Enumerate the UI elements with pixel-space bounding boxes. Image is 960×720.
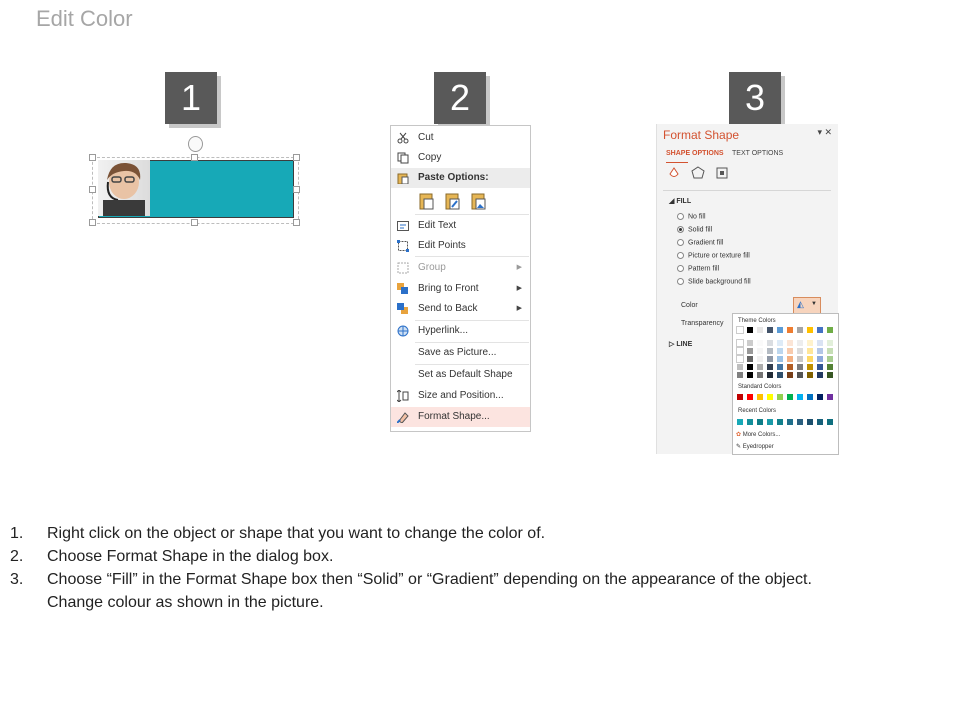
radio-icon bbox=[677, 265, 684, 272]
theme-color-swatch[interactable] bbox=[737, 340, 743, 346]
recent-color-swatch[interactable] bbox=[827, 419, 833, 425]
send-back-icon bbox=[397, 303, 409, 315]
theme-color-swatch[interactable] bbox=[777, 348, 783, 354]
tab-shape-options[interactable]: SHAPE OPTIONS bbox=[666, 150, 724, 157]
scissors-icon bbox=[397, 132, 409, 144]
menu-label: Bring to Front bbox=[418, 283, 479, 294]
standard-color-swatch[interactable] bbox=[767, 394, 773, 400]
menu-label: Send to Back bbox=[418, 303, 478, 314]
theme-color-swatch[interactable] bbox=[777, 372, 783, 378]
standard-color-swatch[interactable] bbox=[747, 394, 753, 400]
instruction-item bbox=[10, 591, 812, 614]
paste-icon bbox=[397, 172, 409, 184]
theme-color-swatch[interactable] bbox=[797, 372, 803, 378]
theme-color-swatch[interactable] bbox=[797, 327, 803, 333]
theme-color-swatch[interactable] bbox=[797, 356, 803, 362]
standard-color-swatch[interactable] bbox=[817, 394, 823, 400]
instruction-number: 1. bbox=[10, 525, 24, 542]
instruction-number: 2. bbox=[10, 548, 24, 565]
headset-person-photo bbox=[98, 160, 150, 216]
resize-handle[interactable] bbox=[293, 154, 300, 161]
tab-text-options[interactable]: TEXT OPTIONS bbox=[732, 150, 784, 157]
theme-color-swatch[interactable] bbox=[747, 364, 753, 370]
transparency-label: Transparency bbox=[681, 320, 724, 327]
step-3-badge: 3 bbox=[729, 72, 781, 124]
theme-color-swatch[interactable] bbox=[767, 327, 773, 333]
theme-color-swatch[interactable] bbox=[817, 356, 823, 362]
theme-color-swatch[interactable] bbox=[817, 348, 823, 354]
line-section-label: LINE bbox=[676, 341, 693, 348]
recent-color-swatch[interactable] bbox=[737, 419, 743, 425]
radio-icon bbox=[677, 239, 684, 246]
menu-item-cut[interactable] bbox=[391, 128, 530, 148]
theme-color-swatch[interactable] bbox=[757, 356, 763, 362]
theme-color-swatch[interactable] bbox=[817, 364, 823, 370]
option-label: Gradient fill bbox=[688, 239, 724, 247]
theme-color-swatch[interactable] bbox=[747, 372, 753, 378]
menu-item-copy[interactable] bbox=[391, 148, 530, 168]
recent-color-swatch[interactable] bbox=[767, 419, 773, 425]
eyedropper-label: Eyedropper bbox=[742, 444, 774, 450]
theme-color-swatch[interactable] bbox=[757, 364, 763, 370]
instruction-item bbox=[10, 545, 812, 568]
effects-pentagon-icon[interactable] bbox=[691, 166, 705, 185]
radio-no-fill[interactable] bbox=[677, 213, 706, 220]
option-label: No fill bbox=[688, 213, 706, 221]
paste-keep-icon[interactable] bbox=[419, 192, 435, 213]
resize-handle[interactable] bbox=[89, 186, 96, 193]
close-icon[interactable]: ▾ ✕ bbox=[817, 127, 832, 137]
radio-slide-background-fill[interactable] bbox=[677, 278, 751, 285]
active-tab-underline bbox=[666, 162, 688, 163]
color-palette-dropdown bbox=[732, 313, 839, 455]
theme-color-swatch[interactable] bbox=[807, 340, 813, 346]
recent-color-swatch[interactable] bbox=[777, 419, 783, 425]
menu-item-edit-text[interactable] bbox=[391, 216, 530, 236]
step-2-badge: 2 bbox=[434, 72, 486, 124]
standard-color-swatch[interactable] bbox=[737, 394, 743, 400]
hyperlink-icon bbox=[397, 325, 409, 337]
instruction-item bbox=[10, 522, 812, 545]
recent-color-swatch[interactable] bbox=[787, 419, 793, 425]
radio-icon bbox=[677, 252, 684, 259]
resize-handle[interactable] bbox=[89, 219, 96, 226]
instruction-number: 3. bbox=[10, 571, 24, 588]
paste-picture-icon[interactable] bbox=[471, 192, 487, 213]
recent-color-swatch[interactable] bbox=[807, 419, 813, 425]
theme-color-swatch[interactable] bbox=[807, 364, 813, 370]
theme-color-swatch[interactable] bbox=[777, 356, 783, 362]
color-wheel-icon: ✿ bbox=[736, 432, 742, 438]
theme-color-swatch[interactable] bbox=[777, 327, 783, 333]
recent-color-swatch[interactable] bbox=[757, 419, 763, 425]
recent-color-swatch[interactable] bbox=[797, 419, 803, 425]
theme-color-swatch[interactable] bbox=[787, 372, 793, 378]
standard-color-swatch[interactable] bbox=[827, 394, 833, 400]
bring-front-icon bbox=[397, 283, 409, 295]
theme-color-swatch[interactable] bbox=[777, 340, 783, 346]
standard-color-swatch[interactable] bbox=[757, 394, 763, 400]
paste-format-icon[interactable] bbox=[445, 192, 461, 213]
menu-item-paste-options bbox=[391, 168, 530, 188]
menu-label: Size and Position... bbox=[418, 390, 504, 401]
context-menu bbox=[390, 125, 531, 432]
theme-color-swatch[interactable] bbox=[747, 327, 753, 333]
menu-separator bbox=[415, 214, 529, 215]
resize-handle[interactable] bbox=[89, 154, 96, 161]
menu-label: Edit Text bbox=[418, 220, 457, 231]
theme-color-swatch[interactable] bbox=[767, 356, 773, 362]
theme-color-swatch[interactable] bbox=[747, 348, 753, 354]
line-section-header[interactable]: ▷ LINE bbox=[669, 341, 693, 348]
menu-label: Group bbox=[418, 262, 446, 273]
submenu-arrow-icon: ▶ bbox=[516, 285, 522, 292]
menu-separator bbox=[415, 256, 529, 257]
menu-label: Format Shape... bbox=[418, 411, 490, 422]
option-label: Pattern fill bbox=[688, 265, 720, 273]
theme-color-swatch[interactable] bbox=[827, 372, 833, 378]
theme-color-swatch[interactable] bbox=[807, 372, 813, 378]
pane-title: Format Shape bbox=[663, 128, 740, 142]
menu-label: Paste Options: bbox=[418, 172, 489, 183]
recent-color-swatch[interactable] bbox=[817, 419, 823, 425]
fill-line-icon[interactable] bbox=[667, 166, 681, 185]
eyedropper-icon: ✎ bbox=[736, 444, 742, 450]
theme-color-swatch[interactable] bbox=[737, 327, 743, 333]
recent-colors-header: Recent Colors bbox=[738, 408, 777, 414]
format-shape-icon bbox=[397, 411, 409, 423]
theme-color-swatch[interactable] bbox=[747, 340, 753, 346]
instruction-text: Choose “Fill” in the Format Shape box then “Solid” or “Gradient” depending on the appearance of the object. bbox=[47, 571, 812, 588]
menu-label: Edit Points bbox=[418, 240, 466, 251]
fill-section-label: FILL bbox=[676, 198, 692, 205]
divider bbox=[663, 190, 831, 191]
instruction-list bbox=[10, 522, 812, 614]
theme-color-swatch[interactable] bbox=[757, 340, 763, 346]
edit-text-icon bbox=[397, 220, 409, 232]
menu-item-send-to-back[interactable] bbox=[391, 299, 530, 319]
radio-gradient-fill[interactable] bbox=[677, 239, 723, 246]
theme-color-swatch[interactable] bbox=[787, 340, 793, 346]
menu-label: Hyperlink... bbox=[418, 325, 469, 336]
menu-label: Set as Default Shape bbox=[418, 369, 513, 380]
theme-colors-header: Theme Colors bbox=[738, 318, 776, 324]
theme-color-swatch[interactable] bbox=[827, 327, 833, 333]
radio-picture-fill[interactable] bbox=[677, 252, 750, 259]
more-colors-label: More Colors... bbox=[742, 432, 781, 438]
theme-color-swatch[interactable] bbox=[827, 356, 833, 362]
radio-icon bbox=[677, 213, 684, 220]
fill-section-header[interactable]: ◢ FILL bbox=[669, 198, 692, 205]
theme-color-swatch[interactable] bbox=[797, 364, 803, 370]
group-icon bbox=[397, 262, 409, 274]
theme-color-swatch[interactable] bbox=[787, 348, 793, 354]
option-label: Slide background fill bbox=[688, 278, 751, 286]
theme-color-swatch[interactable] bbox=[777, 364, 783, 370]
menu-item-bring-to-front[interactable] bbox=[391, 279, 530, 299]
paint-bucket-icon: ◭ bbox=[797, 299, 804, 309]
radio-solid-fill[interactable] bbox=[677, 226, 712, 233]
size-position-icon bbox=[397, 390, 409, 402]
color-label: Color bbox=[681, 302, 698, 309]
resize-handle[interactable] bbox=[293, 219, 300, 226]
recent-color-swatch[interactable] bbox=[747, 419, 753, 425]
theme-color-swatch[interactable] bbox=[787, 356, 793, 362]
submenu-arrow-icon: ▶ bbox=[516, 264, 522, 271]
theme-color-swatch[interactable] bbox=[787, 364, 793, 370]
resize-handle[interactable] bbox=[191, 154, 198, 161]
standard-color-swatch[interactable] bbox=[807, 394, 813, 400]
menu-item-hyperlink[interactable] bbox=[391, 321, 530, 341]
instruction-text: Right click on the object or shape that you want to change the color of. bbox=[47, 525, 546, 542]
theme-color-swatch[interactable] bbox=[807, 348, 813, 354]
theme-color-swatch[interactable] bbox=[767, 348, 773, 354]
theme-color-swatch[interactable] bbox=[767, 340, 773, 346]
theme-color-swatch[interactable] bbox=[817, 372, 823, 378]
theme-color-swatch[interactable] bbox=[767, 372, 773, 378]
standard-color-swatch[interactable] bbox=[787, 394, 793, 400]
theme-color-swatch[interactable] bbox=[827, 340, 833, 346]
menu-item-save-as-picture[interactable] bbox=[391, 343, 530, 363]
menu-label: Save as Picture... bbox=[418, 347, 497, 358]
theme-color-swatch[interactable] bbox=[817, 327, 823, 333]
theme-color-swatch[interactable] bbox=[807, 327, 813, 333]
edit-points-icon bbox=[397, 240, 409, 252]
theme-color-swatch[interactable] bbox=[737, 372, 743, 378]
theme-color-swatch[interactable] bbox=[757, 348, 763, 354]
more-colors-item[interactable] bbox=[736, 431, 780, 438]
theme-color-swatch[interactable] bbox=[767, 364, 773, 370]
size-properties-icon[interactable] bbox=[715, 166, 729, 185]
copy-icon bbox=[397, 152, 409, 164]
theme-color-swatch[interactable] bbox=[757, 327, 763, 333]
theme-color-swatch[interactable] bbox=[787, 327, 793, 333]
chevron-down-icon: ▼ bbox=[811, 301, 817, 307]
radio-pattern-fill[interactable] bbox=[677, 265, 719, 272]
theme-color-swatch[interactable] bbox=[817, 340, 823, 346]
theme-color-swatch[interactable] bbox=[747, 356, 753, 362]
submenu-arrow-icon: ▶ bbox=[516, 305, 522, 312]
menu-item-set-default-shape[interactable] bbox=[391, 365, 530, 385]
slide-title: Edit Color bbox=[36, 6, 133, 31]
instruction-text: Change colour as shown in the picture. bbox=[47, 594, 324, 611]
theme-color-swatch[interactable] bbox=[827, 364, 833, 370]
menu-item-edit-points[interactable] bbox=[391, 236, 530, 256]
theme-color-swatch[interactable] bbox=[757, 372, 763, 378]
standard-color-swatch[interactable] bbox=[777, 394, 783, 400]
theme-color-swatch[interactable] bbox=[737, 356, 743, 362]
menu-item-format-shape[interactable] bbox=[391, 407, 530, 427]
eyedropper-item[interactable] bbox=[736, 443, 774, 450]
theme-color-swatch[interactable] bbox=[807, 356, 813, 362]
resize-handle[interactable] bbox=[191, 219, 198, 226]
menu-item-group bbox=[391, 258, 530, 278]
standard-color-swatch[interactable] bbox=[797, 394, 803, 400]
option-label: Solid fill bbox=[688, 226, 713, 234]
theme-color-swatch[interactable] bbox=[737, 348, 743, 354]
standard-colors-header: Standard Colors bbox=[738, 384, 782, 390]
menu-label: Copy bbox=[418, 152, 442, 163]
radio-selected-icon bbox=[677, 226, 684, 233]
option-label: Picture or texture fill bbox=[688, 252, 750, 260]
menu-label: Cut bbox=[418, 132, 434, 143]
theme-color-swatch[interactable] bbox=[797, 340, 803, 346]
step-1-badge: 1 bbox=[165, 72, 217, 124]
theme-color-swatch[interactable] bbox=[827, 348, 833, 354]
resize-handle[interactable] bbox=[293, 186, 300, 193]
rotate-handle-icon[interactable] bbox=[188, 136, 203, 152]
instruction-item bbox=[10, 568, 812, 591]
radio-icon bbox=[677, 278, 684, 285]
theme-color-swatch[interactable] bbox=[737, 364, 743, 370]
menu-item-size-and-position[interactable] bbox=[391, 386, 530, 406]
theme-color-swatch[interactable] bbox=[797, 348, 803, 354]
instruction-text: Choose Format Shape in the dialog box. bbox=[47, 548, 334, 565]
